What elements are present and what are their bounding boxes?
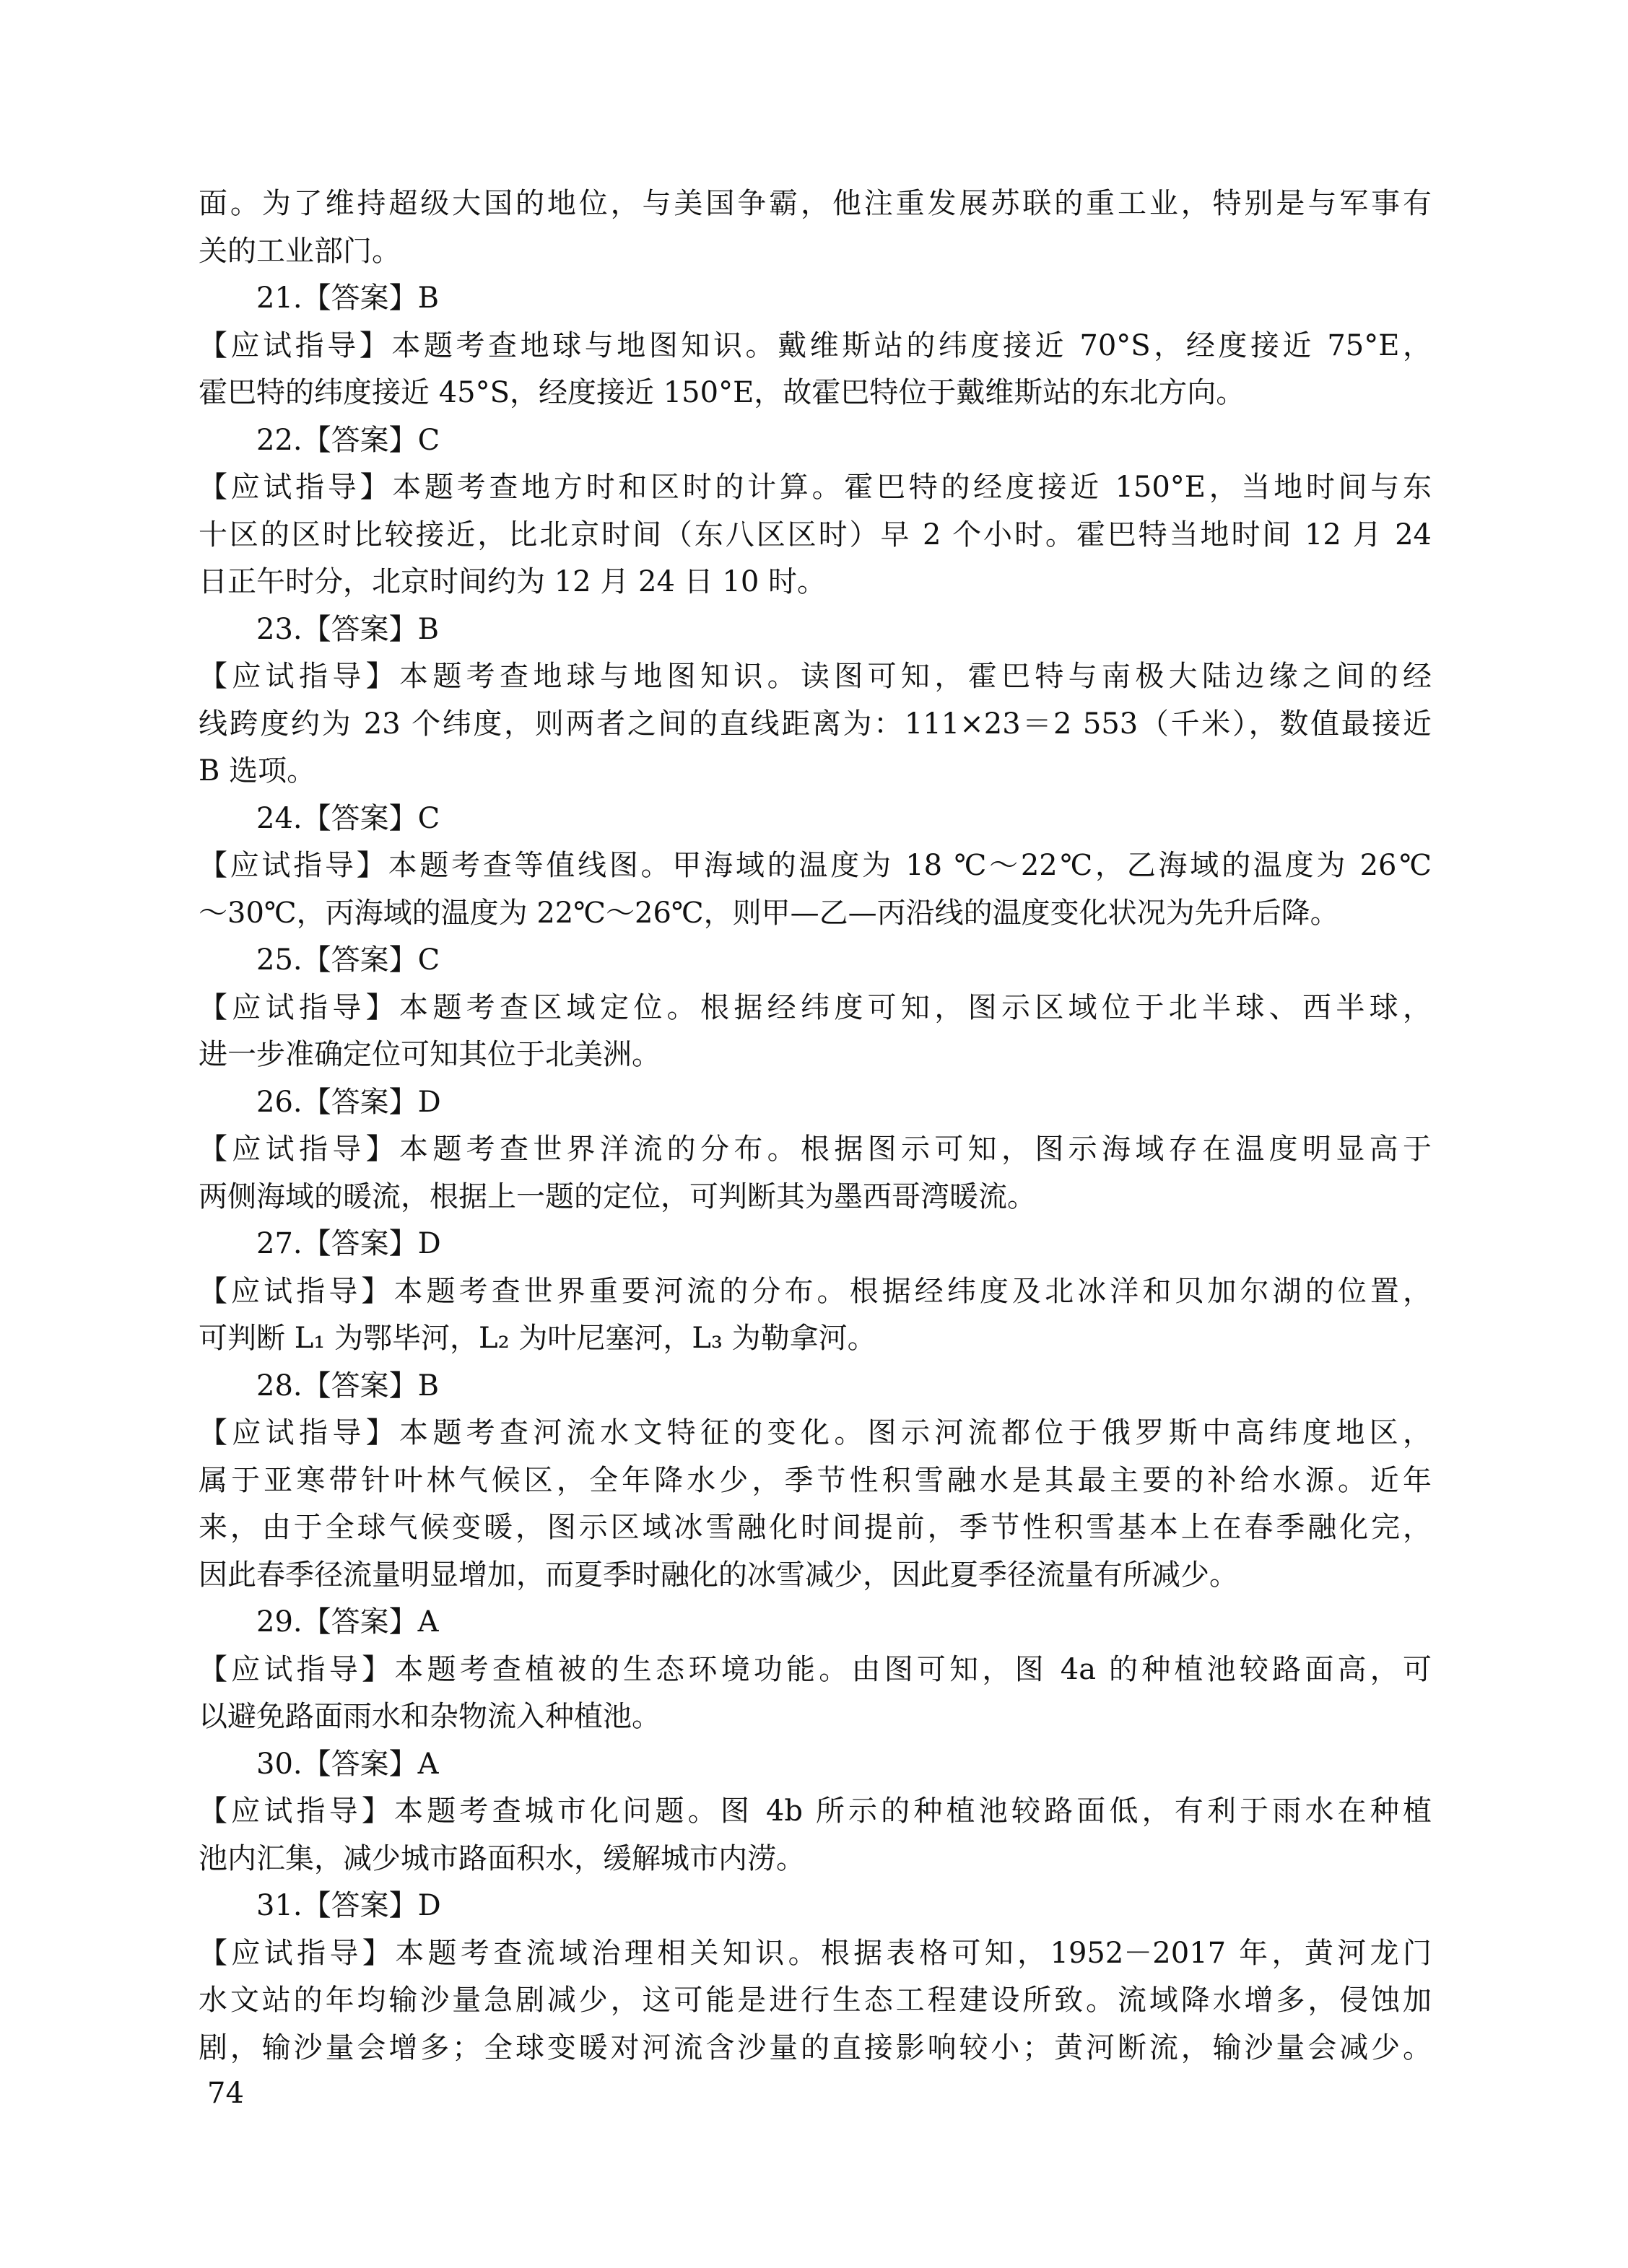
guidance-line: B 选项。 bbox=[199, 754, 316, 788]
guidance-line: 以避免路面雨水和杂物流入种植池。 bbox=[199, 1700, 661, 1733]
guidance-line: 【应试指导】本题考查地球与地图知识。读图可知，霍巴特与南极大陆边缘之间的经 bbox=[199, 660, 1432, 693]
answer-heading-25: 25.【答案】C bbox=[256, 943, 440, 977]
text-line: 面。为了维持超级大国的地位，与美国争霸，他注重发展苏联的重工业，特别是与军事有 bbox=[199, 187, 1432, 220]
guidance-line: 【应试指导】本题考查地方时和区时的计算。霍巴特的经度接近 150°E，当地时间与东 bbox=[199, 471, 1432, 504]
guidance-line: 霍巴特的纬度接近 45°S，经度接近 150°E，故霍巴特位于戴维斯站的东北方向。 bbox=[199, 376, 1245, 409]
guidance-line: 【应试指导】本题考查流域治理相关知识。根据表格可知，1952－2017 年，黄河龙门 bbox=[199, 1936, 1432, 1970]
guidance-line: 【应试指导】本题考查城市化问题。图 4b 所示的种植池较路面低，有利于雨水在种植 bbox=[199, 1794, 1432, 1828]
guidance-line: ～30℃，丙海域的温度为 22℃～26℃，则甲—乙—丙沿线的温度变化状况为先升后降。 bbox=[199, 896, 1339, 930]
guidance-line: 日正午时分，北京时间约为 12 月 24 日 10 时。 bbox=[199, 565, 826, 598]
guidance-line: 十区的区时比较接近，比北京时间（东八区区时）早 2 个小时。霍巴特当地时间 12 月 24 bbox=[199, 518, 1432, 551]
answer-heading-27: 27.【答案】D bbox=[256, 1227, 441, 1260]
document-body bbox=[199, 180, 1432, 2072]
guidance-line: 因此春季径流量明显增加，而夏季时融化的冰雪减少，因此夏季径流量有所减少。 bbox=[199, 1558, 1238, 1592]
answer-heading-24: 24.【答案】C bbox=[256, 801, 440, 835]
answer-heading-26: 26.【答案】D bbox=[256, 1085, 441, 1119]
guidance-line: 剧，输沙量会增多；全球变暖对河流含沙量的直接影响较小；黄河断流，输沙量会减少。 bbox=[199, 2031, 1432, 2064]
guidance-line: 来，由于全球气候变暖，图示区域冰雪融化时间提前，季节性积雪基本上在春季融化完， bbox=[199, 1511, 1432, 1544]
guidance-line: 属于亚寒带针叶林气候区，全年降水少，季节性积雪融水是其最主要的补给水源。近年 bbox=[199, 1463, 1432, 1497]
guidance-line: 线跨度约为 23 个纬度，则两者之间的直线距离为：111×23＝2 553（千米），数值最接近 bbox=[199, 707, 1432, 741]
answer-heading-21: 21.【答案】B bbox=[256, 282, 440, 315]
guidance-line: 【应试指导】本题考查等值线图。甲海域的温度为 18 ℃～22℃，乙海域的温度为 26℃ bbox=[199, 849, 1432, 882]
answer-heading-28: 28.【答案】B bbox=[256, 1369, 440, 1403]
guidance-line: 水文站的年均输沙量急剧减少，这可能是进行生态工程建设所致。流域降水增多，侵蚀加 bbox=[199, 1984, 1432, 2017]
text-line: 关的工业部门。 bbox=[199, 234, 401, 268]
answer-heading-30: 30.【答案】A bbox=[256, 1747, 439, 1781]
guidance-line: 可判断 L₁ 为鄂毕河，L₂ 为叶尼塞河，L₃ 为勒拿河。 bbox=[199, 1322, 876, 1355]
page-number: 74 bbox=[207, 2077, 244, 2110]
answer-heading-23: 23.【答案】B bbox=[256, 612, 440, 646]
guidance-line: 【应试指导】本题考查植被的生态环境功能。由图可知，图 4a 的种植池较路面高，可 bbox=[199, 1652, 1432, 1686]
guidance-line: 【应试指导】本题考查世界洋流的分布。根据图示可知，图示海域存在温度明显高于 bbox=[199, 1133, 1432, 1166]
guidance-line: 【应试指导】本题考查区域定位。根据经纬度可知，图示区域位于北半球、西半球， bbox=[199, 990, 1432, 1024]
guidance-line: 【应试指导】本题考查河流水文特征的变化。图示河流都位于俄罗斯中高纬度地区， bbox=[199, 1416, 1432, 1449]
guidance-line: 【应试指导】本题考查地球与地图知识。戴维斯站的纬度接近 70°S，经度接近 75°E， bbox=[199, 328, 1432, 362]
answer-heading-29: 29.【答案】A bbox=[256, 1605, 439, 1639]
guidance-line: 进一步准确定位可知其位于北美洲。 bbox=[199, 1038, 661, 1071]
guidance-line: 【应试指导】本题考查世界重要河流的分布。根据经纬度及北冰洋和贝加尔湖的位置， bbox=[199, 1274, 1432, 1308]
answer-heading-22: 22.【答案】C bbox=[256, 423, 440, 457]
guidance-line: 两侧海域的暖流，根据上一题的定位，可判断其为墨西哥湾暖流。 bbox=[199, 1179, 1036, 1213]
answer-heading-31: 31.【答案】D bbox=[256, 1889, 441, 1922]
guidance-line: 池内汇集，减少城市路面积水，缓解城市内涝。 bbox=[199, 1841, 805, 1875]
